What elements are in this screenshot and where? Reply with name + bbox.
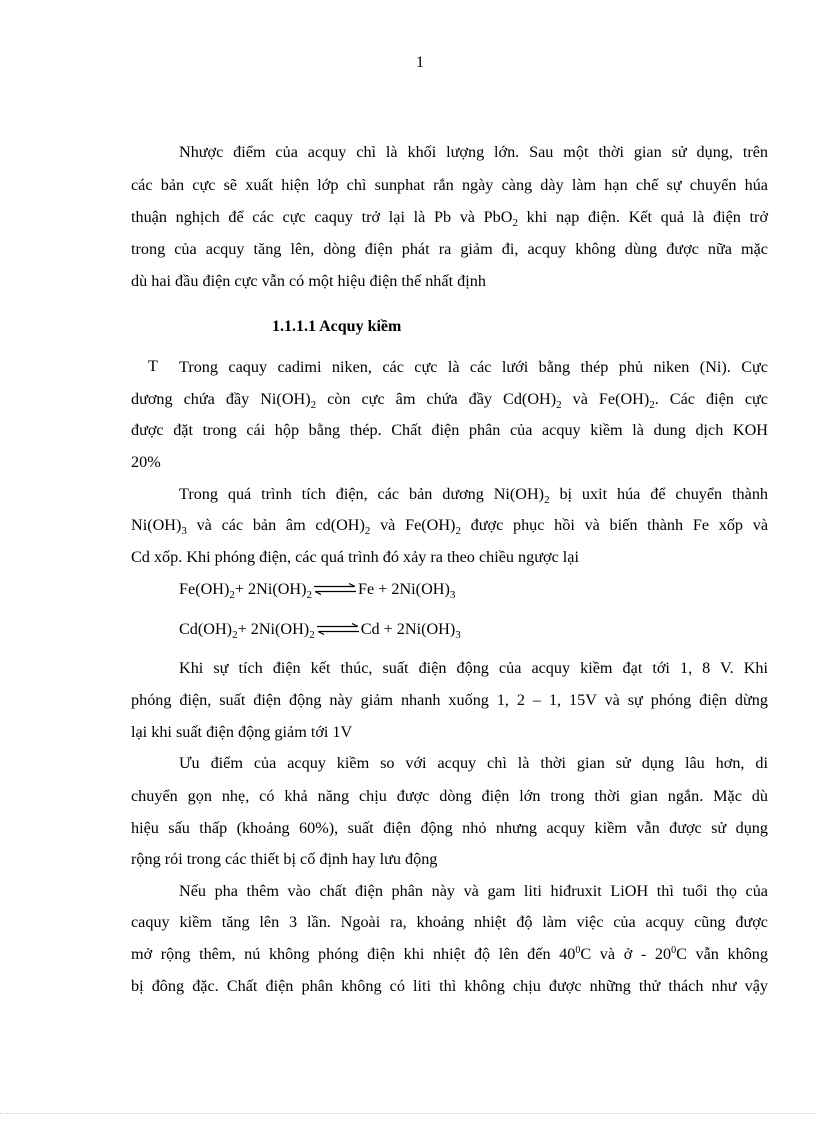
p3-line-1: Trong quá trình tích điện, các bản dương $Ni(OH)_2$ bị uxit húa để chuyển thành xyxy=(179,485,769,506)
page-number: 1 xyxy=(416,54,424,71)
p4-line-1: Khi sự tích điện kết thúc, suất điện động của acquy kiềm đạt tới 1, 8 V. Khi xyxy=(179,659,768,677)
p1-line-4: trong của acquy tăng lên, dòng điện phát ra giảm đi, acquy không dùng được nữa mặc xyxy=(131,240,768,258)
p5-line-1: Ưu điểm của acquy kiềm so với acquy chì là thời gian sử dụng lâu hơn, di xyxy=(179,754,768,772)
equation-2: $Cd(OH)_2+ 2Ni(OH)_2$ $Cd + 2Ni(OH)_3$ xyxy=(179,620,461,641)
p1-line-2: các bản cực sẽ xuất hiện lớp chì sunphat rắn ngày càng dày làm hạn chế sự chuyển húa xyxy=(131,176,768,194)
p1-line-3: thuận nghịch để các cực caquy trở lại là Pb và PbO$_2$ khi nạp điện. Kết quả là điện trở xyxy=(131,208,769,229)
p6-line-1: Nếu pha thêm vào chất điện phân này và gam liti hiđruxit LiOH thì tuổi thọ của xyxy=(179,882,768,900)
p2-line-4: 20% xyxy=(131,453,161,471)
equilibrium-arrows-icon xyxy=(313,581,357,600)
p4-line-3: lại khi suất điện động giảm tới 1V xyxy=(131,723,353,741)
p5-line-4: rộng rói trong các thiết bị cố định hay lưu động xyxy=(131,850,438,868)
p5-line-3: hiệu sấu thấp (khoảng 60%), suất điện động nhỏ nhưng acquy kiềm vẫn được sử dụng xyxy=(131,819,768,837)
p2-line-3: được đặt trong cái hộp bằng thép. Chất điện phân của acquy kiềm là dung dịch KOH xyxy=(131,421,768,439)
p3-line-2: $Ni(OH)_3$ và các bản âm $cd(OH)_2$ và $Fe(OH)_2$ được phục hồi và biến thành Fe xốp và xyxy=(131,516,769,537)
p6-line-4: bị đông đặc. Chất điện phân không có liti thì không chịu được những thử thách như vậy xyxy=(131,977,768,995)
p3-line-3: Cd xốp. Khi phóng điện, các quá trình đó xảy ra theo chiều ngược lại xyxy=(131,548,579,566)
p6-line-3: mở rộng thêm, nú không phóng điện khi nhiệt độ lên đến $40^0C$ và ở - $20^0C$ vẫn không xyxy=(131,945,768,963)
equilibrium-arrows-icon xyxy=(316,621,360,640)
p2-line-2: dương chứa đầy $Ni(OH)_2$ còn cực âm chứa đầy $Cd(OH)_2$ và $Fe(OH)_2$. Các điện cực xyxy=(131,390,768,411)
p1-line-1: Nhược điểm của acquy chì là khối lượng lớn. Sau một thời gian sử dụng, trên xyxy=(179,143,768,161)
p6-line-2: caquy kiềm tăng lên 3 lần. Ngoài ra, khoảng nhiệt độ làm việc của acquy cũng được xyxy=(131,913,768,931)
equation-1: $Fe(OH)_2+ 2Ni(OH)_2$ $Fe + 2Ni(OH)_3$ xyxy=(179,580,456,601)
p5-line-2: chuyển gọn nhẹ, có khả năng chịu được dòng điện lớn trong thời gian ngắn. Mặc dù xyxy=(131,787,768,805)
p2-line-1: Trong caquy cadimi niken, các cực là các lưới bằng thép phủ niken (Ni). Cực xyxy=(179,358,768,376)
page-bottom-divider xyxy=(0,1113,816,1114)
p4-line-2: phóng điện, suất điện động này giảm nhanh xuống 1, 2 – 1, 15V và sự phóng điện dừng xyxy=(131,691,768,709)
stray-letter-t: T xyxy=(148,357,158,375)
p1-line-5: dù hai đầu điện cực vẫn có một hiệu điện thế nhất định xyxy=(131,272,486,290)
section-heading: 1.1.1.1 Acquy kiềm xyxy=(272,318,402,335)
